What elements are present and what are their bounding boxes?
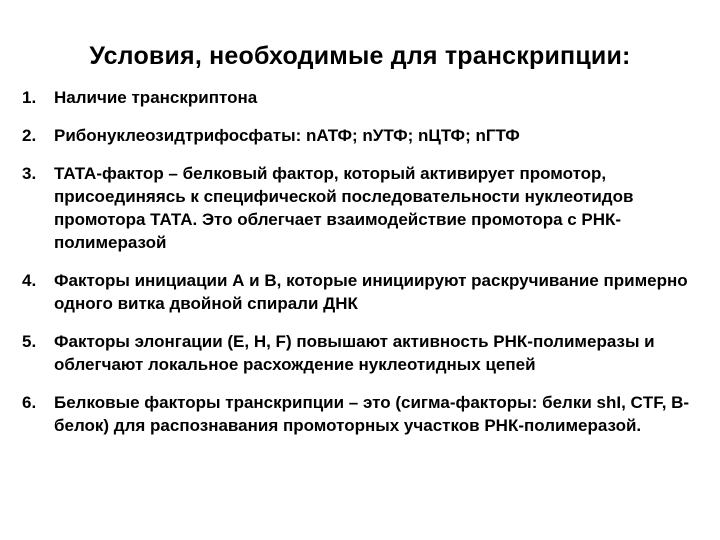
item-number: 1. [22,88,37,107]
item-text: Факторы инициации А и В, которые инициируют раскручивание примерно одного витка двойной спирали ДНК [54,271,688,313]
item-number: 2. [22,126,37,145]
list-item [22,124,702,147]
item-number: 6. [22,393,37,412]
list-item [22,86,702,109]
slide-title: Условия, необходимые для транскрипции: [89,42,631,70]
item-number: 3. [22,164,37,183]
item-text: Белковые факторы транскрипции – это (сигма-факторы: белки shI, CTF, В-белок) для распознавания промоторных участков РНК-полимеразой. [54,393,690,435]
item-text: Наличие транскриптона [54,88,258,107]
item-number: 4. [22,271,37,290]
list-item [22,269,702,315]
item-number: 5. [22,332,37,351]
list-item [22,330,702,376]
item-text: Рибонуклеозидтрифосфаты: nАТФ; nУТФ; nЦТФ; nГТФ [54,126,520,145]
conditions-list [22,86,702,452]
list-item [22,162,702,254]
list-item [22,391,702,437]
item-text: ТАТА-фактор – белковый фактор, который активирует промотор, присоединяясь к специфической последовательности нуклеотидов промотора ТАТА. Это облегчает взаимодействие промотора с РНК-полимеразой [54,164,634,252]
item-text: Факторы элонгации (Е, H, F) повышают активность РНК-полимеразы и облегчают локальное расхождение нуклеотидных цепей [54,332,655,374]
